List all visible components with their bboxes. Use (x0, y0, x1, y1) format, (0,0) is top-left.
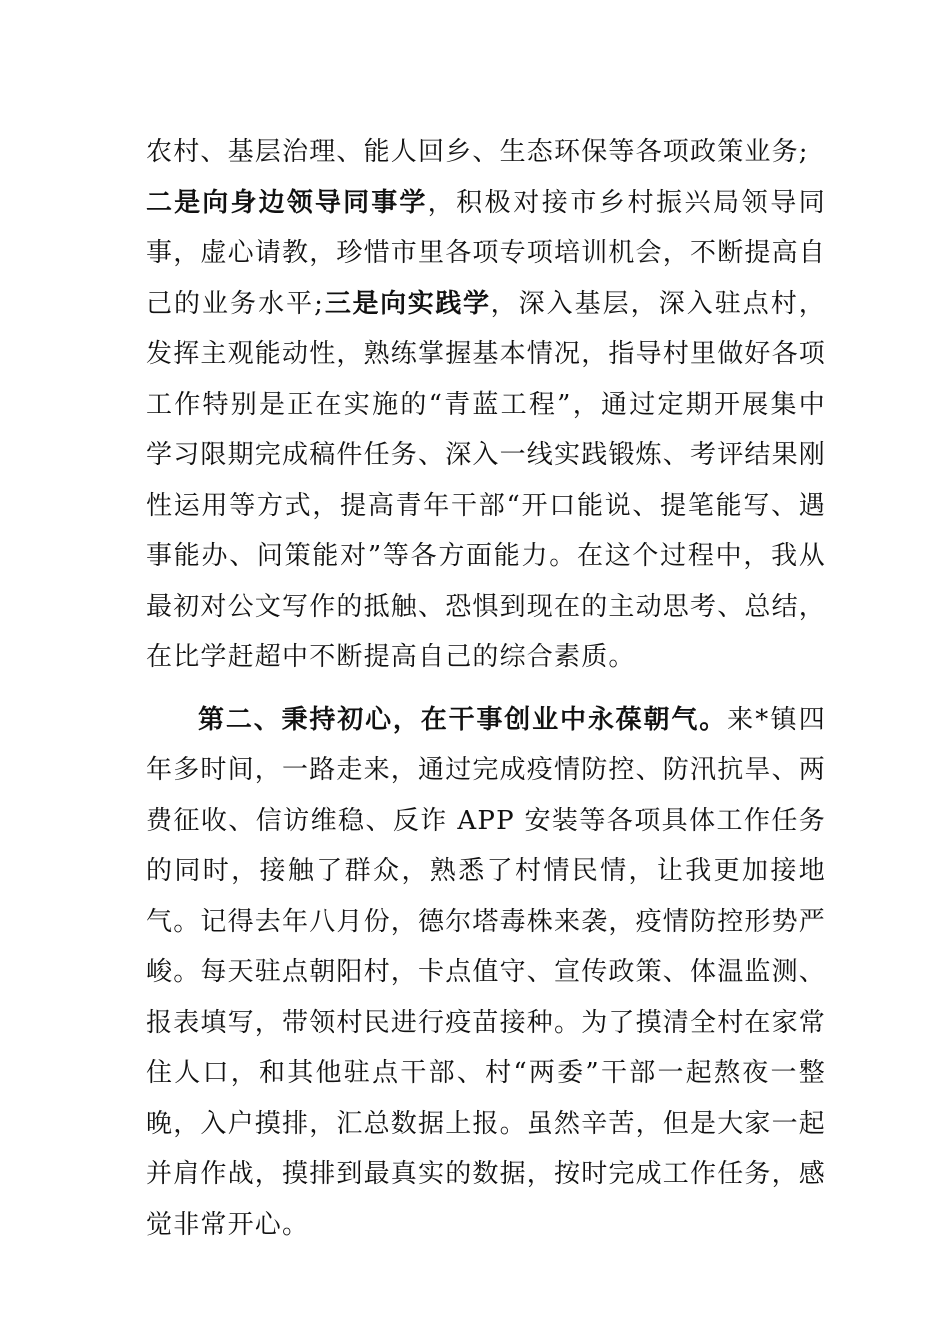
paragraph-1-bold-point-2: 二是向身边领导同事学 (146, 187, 428, 218)
paragraph-1-text-3: ，深入基层，深入驻点村，发挥主观能动性，熟练掌握基本情况，指导村里做好各项工作特别是正在实施的“青蓝工程”，通过定期开展集中学习限期完成稿件任务、深入一线实践锻炼、考评结果刚性运用等方式，提高青年干部“开口能说、提笔能写、遇事能办、问策能对”等各方面能力。在这个过程中，我从最初对公文写作的抵触、恐惧到现在的主动思考、总结，在比学赶超中不断提高自己的综合素质。 (146, 288, 827, 672)
section-heading-second: 第二、秉持初心，在干事创业中永葆朝气。 (198, 704, 728, 735)
paragraph-1-bold-point-3: 三是向实践学 (324, 288, 491, 319)
paragraph-1-text-1: 农村、基层治理、能人回乡、生态环保等各项政策业务; (146, 137, 809, 167)
paragraph-continued (146, 127, 826, 683)
document-body (146, 127, 826, 1250)
paragraph-1-text-2: ，积极对接市乡村振兴局领导同事，虚心请教，珍惜市里各项专项培训机会，不断提高自己的业务水平; (146, 187, 827, 319)
paragraph-2-text: 来*镇四年多时间，一路走来，通过完成疫情防控、防汛抗旱、两费征收、信访维稳、反诈 APP 安装等各项具体工作任务的同时，接触了群众，熟悉了村情民情，让我更加接地气。记得去年八月份，德尔塔毒株来袭，疫情防控形势严峻。每天驻点朝阳村，卡点值守、宣传政策、体温监测、报表填写，带领村民进行疫苗接种。为了摸清全村在家常住人口，和其他驻点干部、村“两委”干部一起熬夜一整晚，入户摸排，汇总数据上报。虽然辛苦，但是大家一起并肩作战，摸排到最真实的数据，按时完成工作任务，感觉非常开心。 (146, 704, 827, 1240)
paragraph-second (146, 695, 826, 1251)
